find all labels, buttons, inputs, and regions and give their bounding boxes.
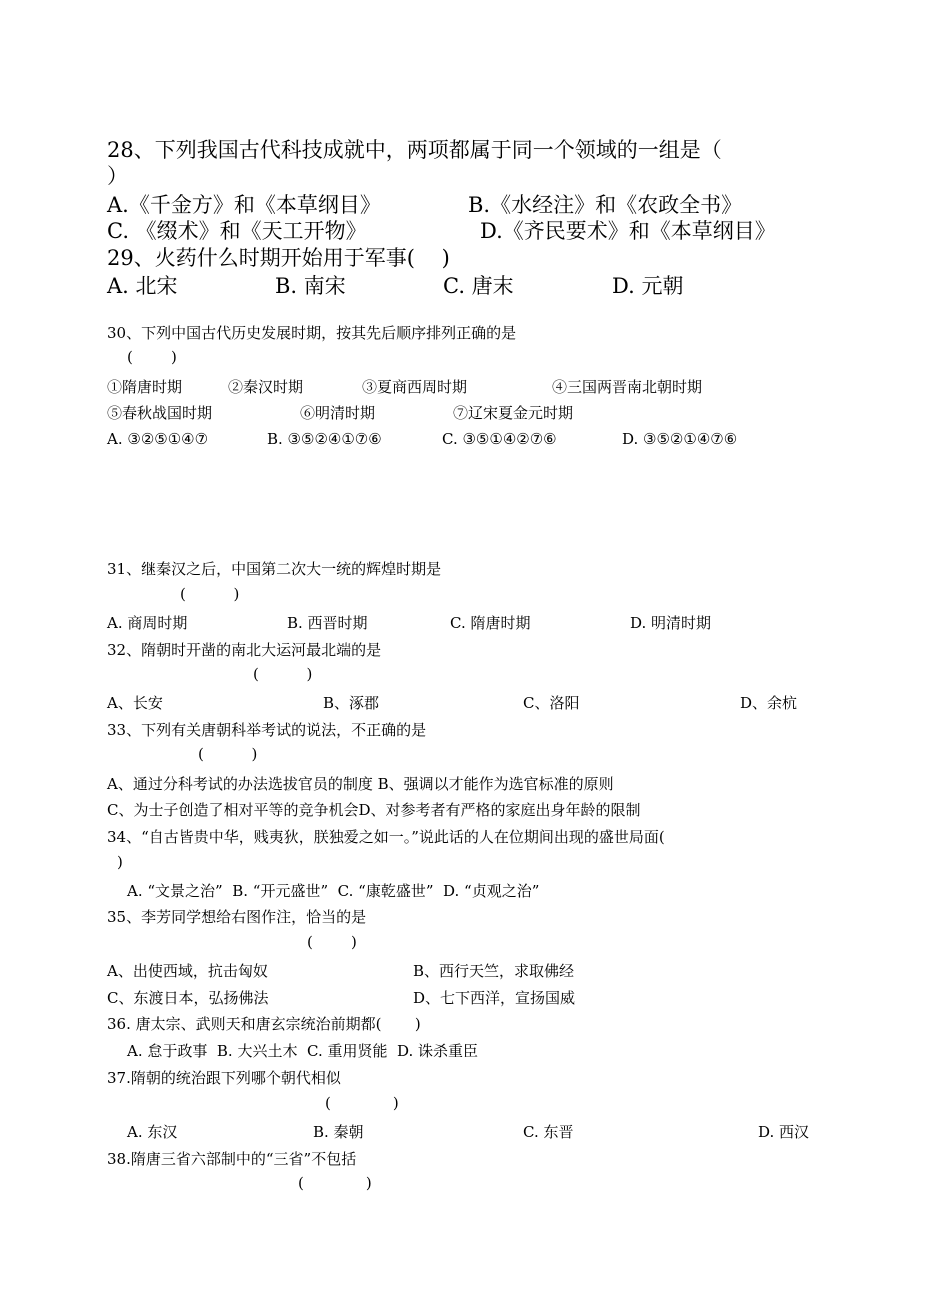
question-30-stem: 30、下列中国古代历史发展时期，按其先后顺序排列正确的是	[107, 324, 517, 342]
question-35-option-c: C、东渡日本，弘扬佛法	[107, 989, 269, 1007]
question-30-item-1: ①隋唐时期	[107, 378, 183, 396]
question-28-option-c: C. 《缀术》和《天工开物》	[107, 219, 367, 243]
question-38-stem: 38.隋唐三省六部制中的“三省”不包括	[107, 1150, 357, 1168]
question-37-option-d: D. 西汉	[758, 1123, 810, 1141]
question-31-option-b: B. 西晋时期	[287, 614, 368, 632]
question-30-option-d: D. ③⑤②①④⑦⑥	[622, 430, 738, 448]
question-30-blank: ( )	[127, 348, 177, 366]
question-28-option-d: D.《齐民要术》和《本草纲目》	[480, 219, 776, 243]
question-34-stem: 34、“自古皆贵中华，贱夷狄，朕独爱之如一。”说此话的人在位期间出现的盛世局面(	[107, 828, 665, 846]
question-37-option-a: A. 东汉	[127, 1123, 178, 1141]
question-28-stem-tail: ）	[107, 164, 128, 188]
question-29-stem: 29、火药什么时期开始用于军事( )	[107, 246, 450, 270]
question-35-option-d: D、七下西洋，宣扬国威	[413, 989, 576, 1007]
question-35-option-a: A、出使西域，抗击匈奴	[107, 962, 268, 980]
question-30-item-2: ②秦汉时期	[228, 378, 304, 396]
question-37-option-b: B. 秦朝	[313, 1123, 364, 1141]
question-37-stem: 37.隋朝的统治跟下列哪个朝代相似	[107, 1069, 341, 1087]
question-33-stem: 33、下列有关唐朝科举考试的说法，不正确的是	[107, 721, 427, 739]
question-33-options-line-1: A、通过分科考试的办法选拔官员的制度 B、强调以才能作为选官标准的原则	[107, 775, 614, 793]
question-31-stem: 31、继秦汉之后，中国第二次大一统的辉煌时期是	[107, 560, 442, 578]
question-32-option-d: D、余杭	[740, 694, 798, 712]
question-35-blank: ( )	[307, 933, 357, 951]
question-32-blank: ( )	[253, 665, 313, 683]
question-28-option-b: B.《水经注》和《农政全书》	[468, 193, 743, 217]
question-35-option-b: B、西行天竺，求取佛经	[413, 962, 575, 980]
question-29-option-d: D. 元朝	[612, 274, 684, 298]
question-32-option-a: A、长安	[107, 694, 163, 712]
question-33-blank: ( )	[198, 745, 258, 763]
question-33-options-line-2: C、为士子创造了相对平等的竞争机会D、对参考者有严格的家庭出身年龄的限制	[107, 801, 641, 819]
question-30-item-4: ④三国两晋南北朝时期	[552, 378, 703, 396]
question-31-blank: ( )	[180, 585, 240, 603]
question-30-item-6: ⑥明清时期	[300, 404, 376, 422]
question-29-option-b: B. 南宋	[275, 274, 346, 298]
question-30-option-b: B. ③⑤②④①⑦⑥	[267, 430, 382, 448]
question-31-option-c: C. 隋唐时期	[450, 614, 531, 632]
question-32-option-c: C、洛阳	[523, 694, 580, 712]
question-35-stem: 35、李芳同学想给右图作注，恰当的是	[107, 908, 367, 926]
question-30-option-c: C. ③⑤①④②⑦⑥	[442, 430, 557, 448]
question-31-option-d: D. 明清时期	[630, 614, 712, 632]
question-29-option-a: A. 北宋	[107, 274, 178, 298]
question-37-blank: ( )	[325, 1094, 399, 1112]
question-28-option-a: A.《千金方》和《本草纲目》	[107, 193, 381, 217]
question-29-option-c: C. 唐末	[443, 274, 514, 298]
question-30-option-a: A. ③②⑤①④⑦	[107, 430, 209, 448]
question-31-option-a: A. 商周时期	[107, 614, 188, 632]
question-34-stem-tail: )	[117, 853, 123, 871]
question-38-blank: ( )	[298, 1174, 372, 1192]
question-34-options: A. “文景之治” B. “开元盛世” C. “康乾盛世” D. “贞观之治”	[127, 882, 540, 900]
question-32-option-b: B、涿郡	[323, 694, 380, 712]
question-30-item-7: ⑦辽宋夏金元时期	[453, 404, 574, 422]
question-36-stem: 36. 唐太宗、武则天和唐玄宗统治前期都( )	[107, 1015, 421, 1033]
question-36-options: A. 怠于政事 B. 大兴土木 C. 重用贤能 D. 诛杀重臣	[127, 1042, 479, 1060]
question-30-item-3: ③夏商西周时期	[362, 378, 468, 396]
question-30-item-5: ⑤春秋战国时期	[107, 404, 213, 422]
question-37-option-c: C. 东晋	[523, 1123, 574, 1141]
question-28-stem: 28、下列我国古代科技成就中，两项都属于同一个领域的一组是（	[107, 138, 722, 162]
question-32-stem: 32、隋朝时开凿的南北大运河最北端的是	[107, 641, 382, 659]
